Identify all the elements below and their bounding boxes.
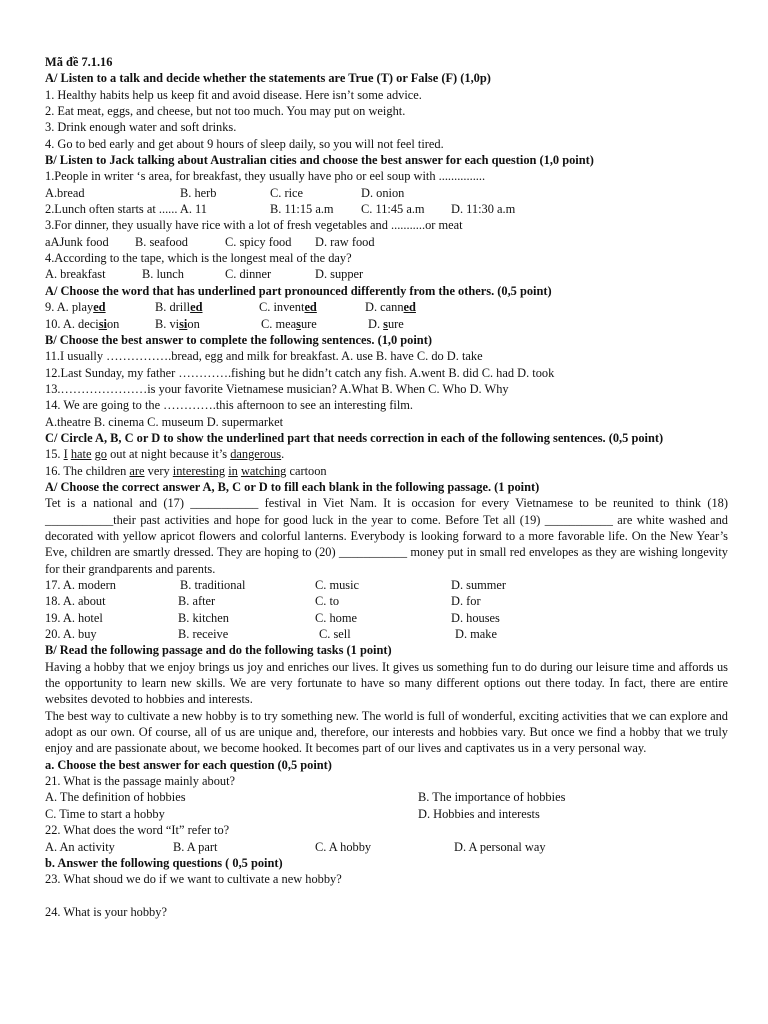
option: B. receive bbox=[178, 627, 229, 642]
option: B. vision bbox=[155, 316, 200, 331]
option: C. Time to start a hobby bbox=[45, 806, 165, 821]
option: C. sell bbox=[319, 627, 351, 642]
option: C. A hobby bbox=[315, 839, 372, 854]
underlined-part: in bbox=[228, 463, 238, 478]
option: C. measure bbox=[261, 316, 317, 331]
option: 18. A. about bbox=[45, 594, 106, 609]
option: B. The importance of hobbies bbox=[418, 790, 566, 805]
section-heading-reading: B/ Read the following passage and do the following tasks (1 point) bbox=[45, 643, 392, 658]
question-21-options-row2 bbox=[45, 806, 728, 822]
statement-3: 3. Drink enough water and soft drinks. bbox=[45, 120, 237, 135]
underlined-part: ed bbox=[190, 300, 203, 315]
underlined-part: go bbox=[94, 447, 107, 462]
question-14: 14. We are going to the ………….this afternoon to see an interesting film. bbox=[45, 398, 414, 413]
option: aAJunk food bbox=[45, 234, 109, 249]
option: B. herb bbox=[180, 185, 217, 200]
option: C. music bbox=[315, 578, 360, 592]
option: D. 11:30 a.m bbox=[451, 202, 516, 217]
option: B. A part bbox=[173, 839, 218, 854]
underlined-part: ed bbox=[304, 300, 317, 315]
underlined-part: ed bbox=[403, 300, 416, 315]
underlined-part: s bbox=[383, 316, 388, 331]
option: D. sure bbox=[368, 316, 404, 331]
question-21: 21. What is the passage mainly about? bbox=[45, 774, 236, 789]
statement-1: 1. Healthy habits help us keep fit and avoid disease. Here isn’t some advice. bbox=[45, 87, 422, 102]
option: 20. A. buy bbox=[45, 627, 97, 642]
underlined-part: si bbox=[98, 316, 107, 331]
option: B. kitchen bbox=[178, 610, 229, 625]
option: D. houses bbox=[451, 610, 500, 625]
option: D. canned bbox=[365, 300, 416, 315]
question-12: 12.Last Sunday, my father ………….fishing but he didn’t catch any fish. A.went B. did C. had D. took bbox=[45, 365, 555, 380]
underlined-part: ed bbox=[93, 300, 106, 315]
statement-2: 2. Eat meat, eggs, and cheese, but not too much. You may put on weight. bbox=[45, 104, 406, 119]
question-4: 4.According to the tape, which is the longest meal of the day? bbox=[45, 251, 352, 266]
question-22: 22. What does the word “It” refer to? bbox=[45, 823, 230, 838]
section-heading-cloze: A/ Choose the correct answer A, B, C or D to fill each blank in the following passage. (1 point) bbox=[45, 479, 540, 494]
section-heading-listening-true-false: A/ Listen to a talk and decide whether the statements are True (T) or False (F) (1,0p) bbox=[45, 71, 491, 86]
option: D. A personal way bbox=[454, 839, 546, 854]
option: C. to bbox=[315, 594, 340, 609]
option: C. invented bbox=[259, 300, 317, 315]
option: D. supper bbox=[315, 267, 364, 282]
option: 10. A. decision bbox=[45, 316, 120, 331]
option: C. home bbox=[315, 610, 357, 625]
answer-space bbox=[45, 888, 728, 904]
section-heading-error-correction: C/ Circle A, B, C or D to show the underlined part that needs correction in each of the following sentences. (0,5 point) bbox=[45, 430, 664, 445]
question-2-stem: 2.Lunch often starts at ...... A. 11 bbox=[45, 202, 207, 217]
option: B. 11:15 a.m bbox=[270, 202, 334, 217]
underlined-part: s bbox=[296, 316, 301, 331]
option: B. traditional bbox=[180, 578, 246, 592]
question-13: 13.…………………is your favorite Vietnamese musician? A.What B. When C. Who D. Why bbox=[45, 381, 509, 396]
option: C. 11:45 a.m bbox=[361, 202, 425, 217]
question-3: 3.For dinner, they usually have rice with a lot of fresh vegetables and ...........or meat bbox=[45, 218, 463, 233]
question-21-options-row1 bbox=[45, 789, 728, 805]
question-24: 24. What is your hobby? bbox=[45, 904, 167, 919]
reading-paragraph-2: The best way to cultivate a new hobby is to try something new. The world is full of wonderful, exciting activities that we can explore and adopt as our own. Of course, all of us are unique and, therefore, our interests and hobbies vary. But once we find a hobby that we truly enjoy and are passionate about, we become hooked. It becomes part of our lives and captivates us in a very personal way. bbox=[45, 708, 728, 756]
option: A. An activity bbox=[45, 839, 115, 854]
section-heading-listening-choice: B/ Listen to Jack talking about Australian cities and choose the best answer for each question (1,0 point) bbox=[45, 153, 594, 168]
underlined-part: are bbox=[129, 463, 145, 478]
underlined-part: I bbox=[63, 447, 68, 462]
option: C. dinner bbox=[225, 267, 272, 282]
question-20-options bbox=[45, 626, 728, 642]
underlined-part: watching bbox=[240, 463, 287, 478]
option: A. breakfast bbox=[45, 267, 106, 282]
option: C. spicy food bbox=[225, 234, 292, 249]
underlined-part: interesting bbox=[172, 463, 226, 478]
option: D. summer bbox=[451, 578, 507, 592]
option: 17. A. modern bbox=[45, 578, 116, 592]
question-1-options bbox=[45, 185, 728, 201]
question-19-options bbox=[45, 610, 728, 626]
option: D. raw food bbox=[315, 234, 375, 249]
statement-4: 4. Go to bed early and get about 9 hours of sleep daily, so you will not feel tired. bbox=[45, 136, 444, 151]
section-heading-pronunciation: A/ Choose the word that has underlined part pronounced differently from the others. (0,5 point) bbox=[45, 283, 552, 298]
reading-paragraph-1: Having a hobby that we enjoy brings us joy and enriches our lives. It gives us something fun to do during our leisure time and affords us the opportunity to learn new skills. We are very fortunate to have so many different options out there today. In fact, there are entire websites devoted to hobbies and interests. bbox=[45, 659, 728, 707]
cloze-passage: Tet is a national and (17) ___________ festival in Viet Nam. It is occasion for every Vietnamese to be reunited to think (18) ___________their past activities and hope for good luck in the year to come. Before Tet all (19) ___________ are white washed and decorated with yellow apricot flowers and colorful lanterns. Everybody is looking forward to a more favorable life. On the New Year’s Eve, children are smartly dressed. They are hoping to (20) ___________ money put in small red envelopes as they are wishing longevity for their grandparents and parents. bbox=[45, 496, 728, 576]
question-2 bbox=[45, 201, 728, 217]
option: 9. A. played bbox=[45, 300, 106, 315]
option: B. drilled bbox=[155, 300, 203, 315]
underlined-part: si bbox=[179, 316, 188, 331]
question-11: 11.I usually …………….bread, egg and milk for breakfast. A. use B. have C. do D. take bbox=[45, 349, 483, 364]
option: C. rice bbox=[270, 185, 304, 200]
question-22-options bbox=[45, 839, 728, 855]
option: D. onion bbox=[361, 185, 405, 200]
underlined-part: dangerous bbox=[230, 447, 282, 462]
option: D. for bbox=[451, 594, 481, 609]
exam-code: Mã đề 7.1.16 bbox=[45, 55, 113, 69]
section-heading-complete-sentences: B/ Choose the best answer to complete the following sentences. (1,0 point) bbox=[45, 332, 432, 347]
question-23: 23. What shoud we do if we want to cultivate a new hobby? bbox=[45, 872, 342, 887]
underlined-part: hate bbox=[70, 447, 92, 462]
subsection-heading-b: b. Answer the following questions ( 0,5 point) bbox=[45, 855, 283, 870]
question-1: 1.People in writer ‘s area, for breakfast, they usually have pho or eel soup with ............... bbox=[45, 169, 486, 184]
question-4-options bbox=[45, 266, 728, 282]
option: D. Hobbies and interests bbox=[418, 806, 540, 821]
option: B. after bbox=[178, 594, 216, 609]
question-18-options bbox=[45, 593, 728, 609]
question-14-options: A.theatre B. cinema C. museum D. supermarket bbox=[45, 414, 284, 429]
option: D. make bbox=[455, 627, 497, 642]
question-17-options bbox=[45, 577, 728, 593]
question-10 bbox=[45, 316, 728, 332]
option: B. seafood bbox=[135, 234, 188, 249]
subsection-heading-a: a. Choose the best answer for each question (0,5 point) bbox=[45, 757, 332, 772]
question-3-options bbox=[45, 234, 728, 250]
option: A. The definition of hobbies bbox=[45, 790, 186, 805]
option: 19. A. hotel bbox=[45, 610, 103, 625]
option: A.bread bbox=[45, 185, 85, 200]
question-16: 16. The children are very interesting in watching cartoon bbox=[45, 463, 327, 478]
option: B. lunch bbox=[142, 267, 184, 282]
question-15: 15. I hate go out at night because it’s dangerous. bbox=[45, 447, 285, 462]
question-9 bbox=[45, 299, 728, 315]
